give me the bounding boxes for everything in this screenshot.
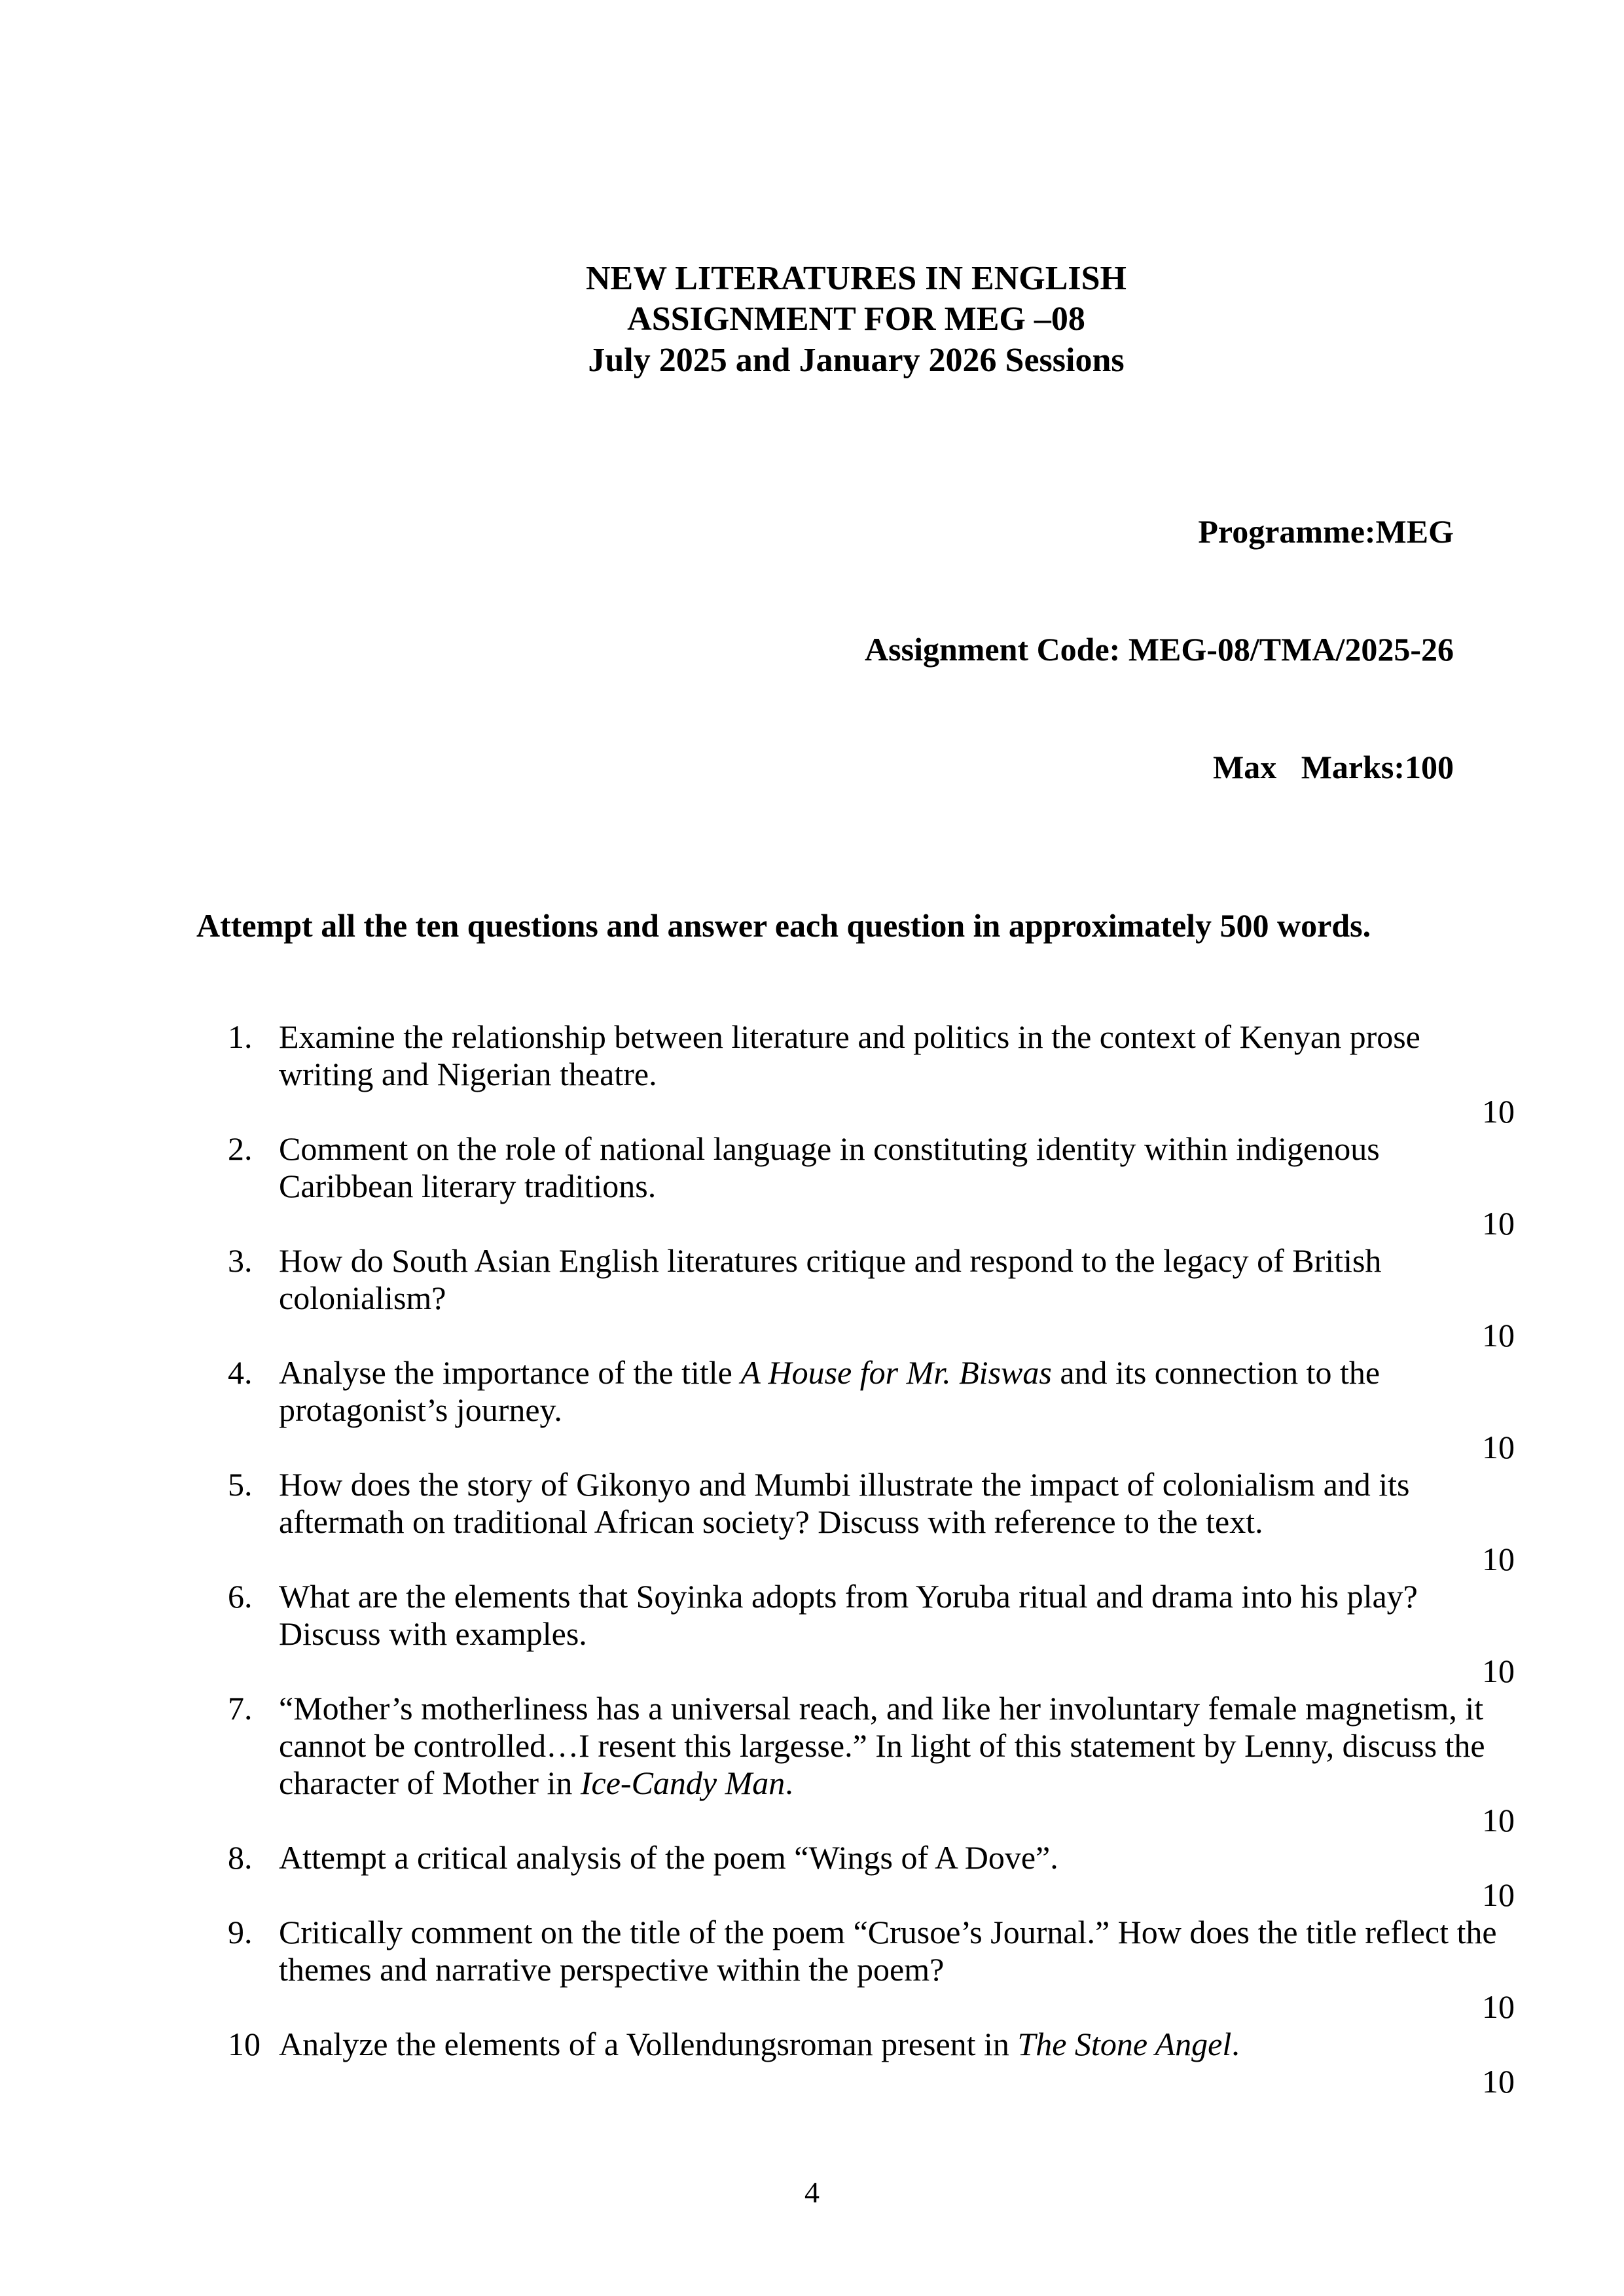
question-text bbox=[279, 1690, 1516, 1802]
questions-list bbox=[196, 1018, 1516, 2100]
question-text-italic-segment: A House for Mr. Biswas bbox=[740, 1354, 1052, 1391]
question-number: 8. bbox=[228, 1839, 253, 1876]
question-marks: 10 bbox=[1482, 1093, 1515, 1130]
question-text-segment: . bbox=[785, 1765, 793, 1802]
question-text-segment: Comment on the role of national language in constituting identity within indigenous Caribbean literary traditions. bbox=[279, 1130, 1380, 1205]
title-line-1: NEW LITERATURES IN ENGLISH bbox=[586, 260, 1127, 297]
question-marks: 10 bbox=[1482, 1429, 1515, 1466]
title-line-3: July 2025 and January 2026 Sessions bbox=[588, 341, 1125, 379]
question-marks: 10 bbox=[1482, 1541, 1515, 1578]
question-number: 5. bbox=[228, 1466, 253, 1503]
title-block bbox=[196, 259, 1516, 381]
title-line-2: ASSIGNMENT FOR MEG –08 bbox=[627, 300, 1085, 338]
question-number: 7. bbox=[228, 1690, 253, 1727]
meta-max-marks: Max Marks:100 bbox=[1213, 749, 1454, 786]
question-number: 2. bbox=[228, 1130, 253, 1168]
question-marks: 10 bbox=[1482, 2063, 1515, 2100]
instruction-text: Attempt all the ten questions and answer each question in approximately 500 words. bbox=[196, 907, 1371, 944]
question-text-segment: Attempt a critical analysis of the poem “Wings of A Dove”. bbox=[279, 1839, 1058, 1876]
question-marks: 10 bbox=[1482, 1653, 1515, 1690]
question-marks: 10 bbox=[1482, 1205, 1515, 1242]
question-text-segment: Analyse the importance of the title bbox=[279, 1354, 741, 1391]
question-text-italic-segment: The Stone Angel bbox=[1017, 2026, 1232, 2063]
question-text-segment: Examine the relationship between literature and politics in the context of Kenyan prose writing and Nigerian theatre. bbox=[279, 1018, 1420, 1093]
question-text-segment: How does the story of Gikonyo and Mumbi illustrate the impact of colonialism and its aftermath on traditional African society? Discuss with reference to the text. bbox=[279, 1466, 1410, 1541]
question-text bbox=[279, 1018, 1516, 1093]
question-text bbox=[279, 1466, 1516, 1541]
meta-block bbox=[196, 433, 1516, 865]
question-row bbox=[196, 1914, 1516, 1988]
question-text bbox=[279, 1578, 1516, 1653]
question-marks: 10 bbox=[1482, 1988, 1515, 2026]
question-row bbox=[196, 1578, 1516, 1653]
question-marks: 10 bbox=[1482, 1876, 1515, 1914]
question-text bbox=[279, 1130, 1516, 1205]
question-number: 9. bbox=[228, 1914, 253, 1951]
question-text-italic-segment: Ice-Candy Man bbox=[580, 1765, 785, 1802]
page-number: 4 bbox=[804, 2176, 820, 2209]
question-row bbox=[196, 1242, 1516, 1317]
question-text-segment: How do South Asian English literatures critique and respond to the legacy of British colonialism? bbox=[279, 1242, 1382, 1317]
question-row bbox=[196, 1130, 1516, 1205]
question-text bbox=[279, 2026, 1516, 2063]
question-text-segment: “Mother’s motherliness has a universal reach, and like her involuntary female magnetism, it cannot be controlled…I resent this largesse.” In light of this statement by Lenny, discuss the character of Mother in bbox=[279, 1690, 1485, 1802]
question-number: 4. bbox=[228, 1354, 253, 1391]
question-row bbox=[196, 1690, 1516, 1802]
question-row bbox=[196, 1354, 1516, 1429]
question-number: 3. bbox=[228, 1242, 253, 1280]
question-marks: 10 bbox=[1482, 1802, 1515, 1839]
question-text-segment: What are the elements that Soyinka adopts from Yoruba ritual and drama into his play? Discuss with examples. bbox=[279, 1578, 1418, 1653]
question-number: 6. bbox=[228, 1578, 253, 1615]
question-text-segment: Critically comment on the title of the poem “Crusoe’s Journal.” How does the title reflect the themes and narrative perspective within the poem? bbox=[279, 1914, 1497, 1988]
meta-assignment-code: Assignment Code: MEG-08/TMA/2025-26 bbox=[865, 631, 1454, 668]
question-text-segment: Analyze the elements of a Vollendungsroman present in bbox=[279, 2026, 1018, 2063]
meta-programme: Programme:MEG bbox=[1198, 513, 1454, 550]
question-row bbox=[196, 1018, 1516, 1093]
question-marks: 10 bbox=[1482, 1317, 1515, 1354]
question-text bbox=[279, 1354, 1516, 1429]
question-row bbox=[196, 1466, 1516, 1541]
question-text bbox=[279, 1839, 1516, 1876]
question-text bbox=[279, 1242, 1516, 1317]
question-text-segment: and its connection to the protagonist’s journey. bbox=[279, 1354, 1380, 1429]
question-row bbox=[196, 2026, 1516, 2063]
question-text bbox=[279, 1914, 1516, 1988]
question-row bbox=[196, 1839, 1516, 1876]
question-text-segment: . bbox=[1231, 2026, 1240, 2063]
question-number: 1. bbox=[228, 1018, 253, 1056]
question-number: 10 bbox=[228, 2026, 261, 2063]
